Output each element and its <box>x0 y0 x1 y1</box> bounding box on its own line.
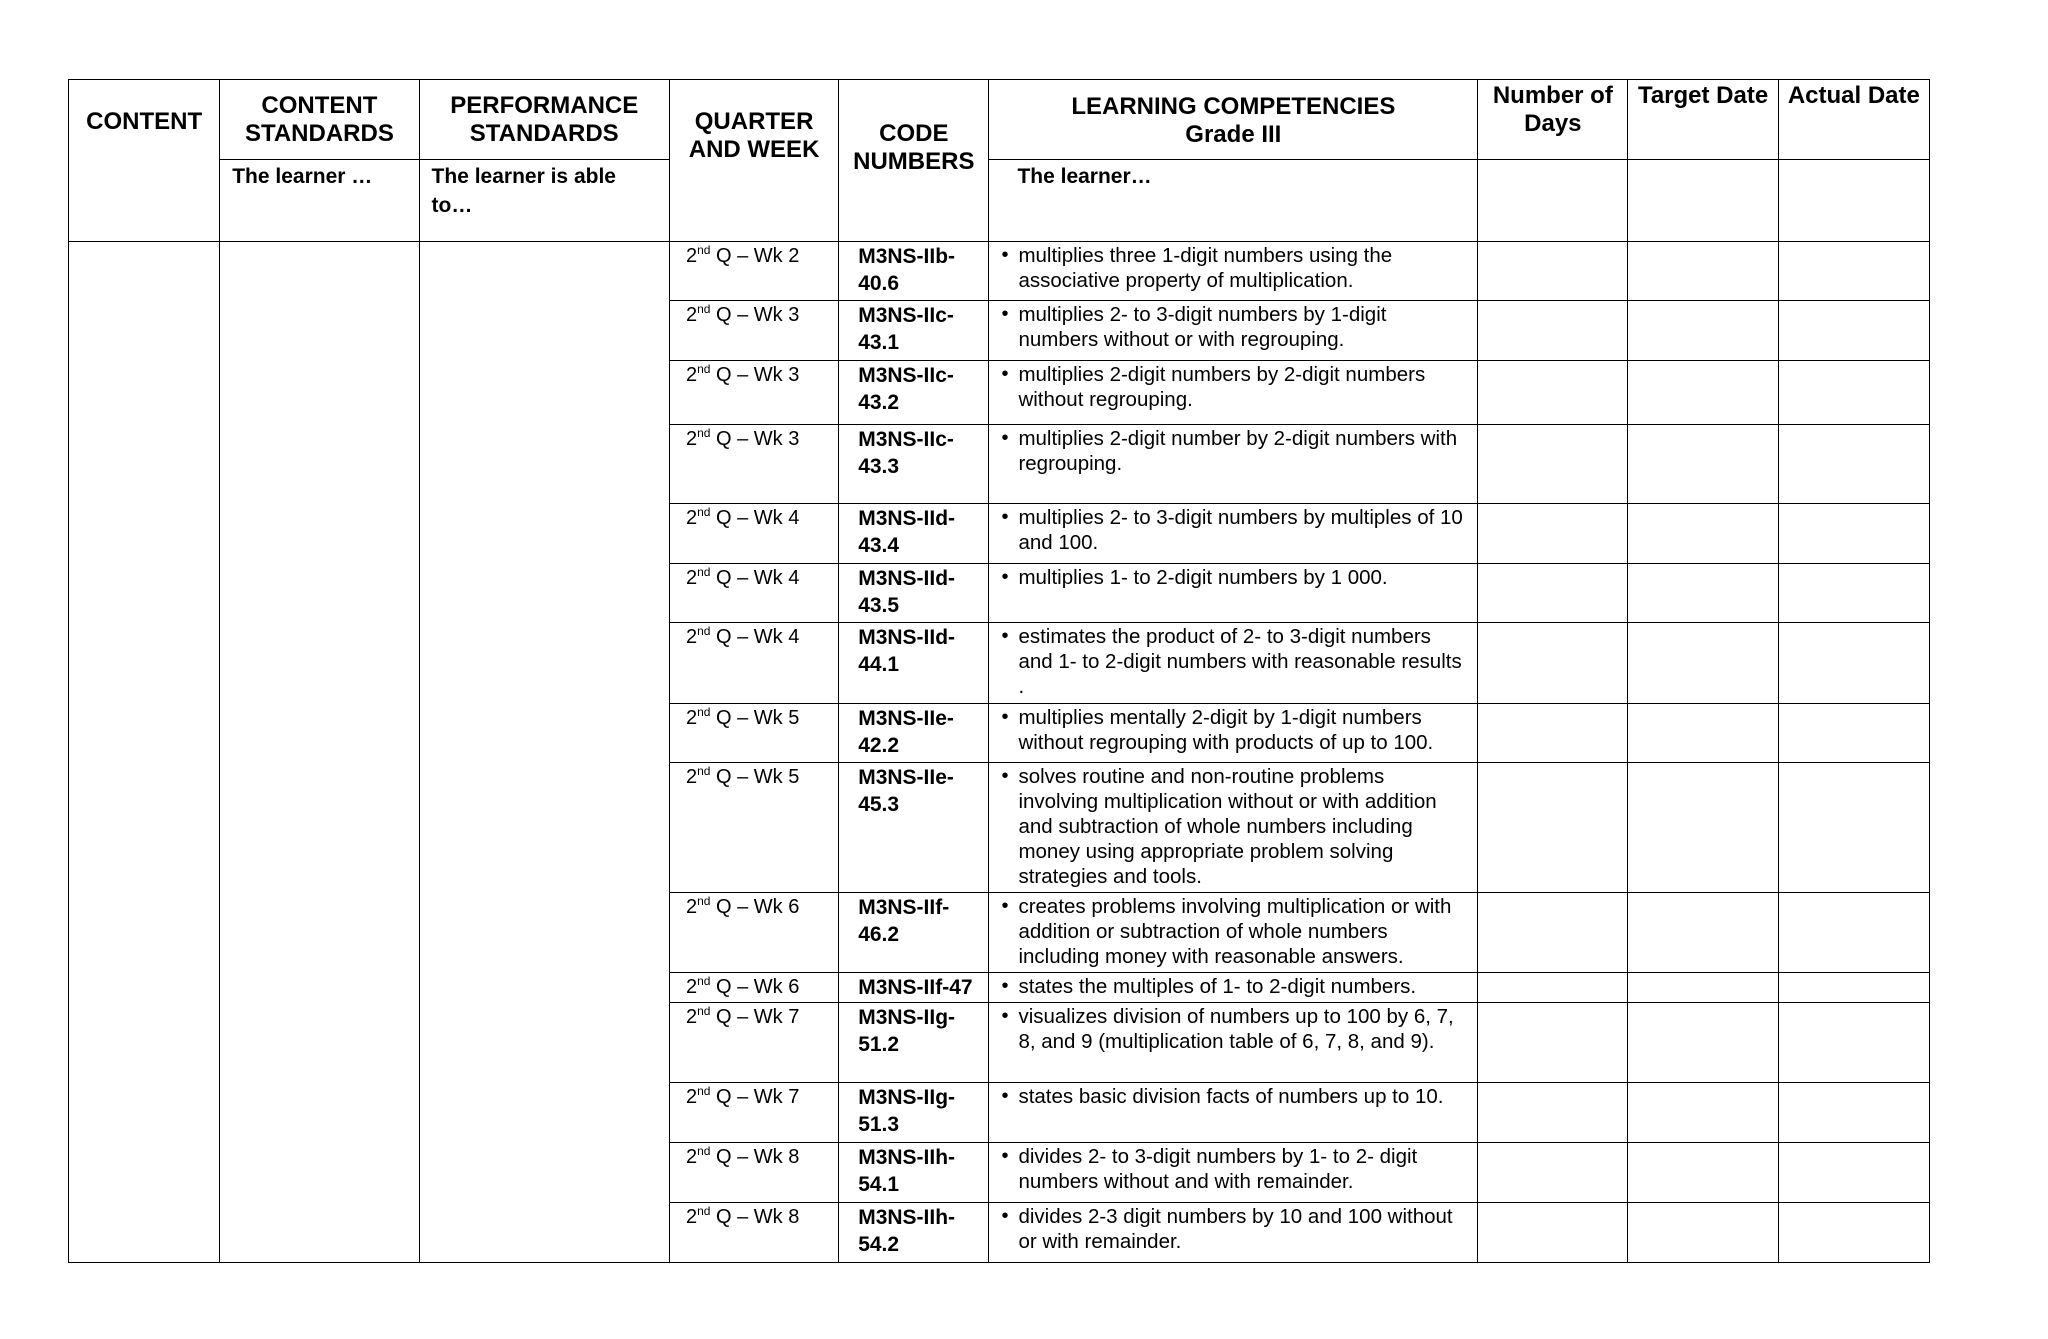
ordinal-suffix: nd <box>697 1004 711 1018</box>
code-number-cell: M3NS-IIc-43.1 <box>839 301 989 361</box>
competency-text: multiplies three 1-digit numbers using the associative property of multiplication. <box>1018 244 1393 292</box>
competency-cell <box>989 973 1478 1003</box>
competency-cell <box>989 564 1478 623</box>
header-row <box>69 80 1930 160</box>
actual-date-cell <box>1778 1203 1929 1263</box>
bullet-icon: • <box>1001 244 1009 266</box>
target-date-cell <box>1628 301 1778 361</box>
competency-cell <box>989 623 1478 704</box>
bullet-icon: • <box>1001 1085 1009 1107</box>
content-standards-cell <box>220 242 419 1263</box>
quarter-week-cell <box>669 1003 838 1083</box>
actual-date-cell <box>1778 893 1929 973</box>
ordinal-suffix: nd <box>697 426 711 440</box>
quarter-week-cell <box>669 704 838 763</box>
actual-date-cell <box>1778 242 1929 301</box>
target-date-cell <box>1628 763 1778 893</box>
header-content: CONTENT <box>69 80 220 242</box>
bullet-icon: • <box>1001 1005 1009 1027</box>
quarter-week-cell <box>669 301 838 361</box>
target-date-cell <box>1628 1003 1778 1083</box>
competency-text: states the multiples of 1- to 2-digit numbers. <box>1018 975 1417 998</box>
competency-text: multiplies 1- to 2-digit numbers by 1 000. <box>1018 566 1388 589</box>
ordinal-suffix: nd <box>697 1084 711 1098</box>
competency-text: estimates the product of 2- to 3-digit numbers and 1- to 2-digit numbers with reasonable results . <box>1018 625 1462 698</box>
number-of-days-cell <box>1478 1143 1628 1203</box>
competency-cell <box>989 1003 1478 1083</box>
competency-text: multiplies 2-digit number by 2-digit numbers with regrouping. <box>1018 427 1458 475</box>
code-number-cell: M3NS-IIf-47 <box>839 973 989 1003</box>
quarter-number: 2 <box>685 245 698 267</box>
target-date-cell <box>1628 425 1778 504</box>
number-of-days-cell <box>1478 623 1628 704</box>
ordinal-suffix: nd <box>697 362 711 376</box>
quarter-number: 2 <box>685 766 698 788</box>
quarter-number: 2 <box>685 976 698 998</box>
quarter-week-cell <box>669 623 838 704</box>
actual-date-cell <box>1778 763 1929 893</box>
quarter-number: 2 <box>685 567 698 589</box>
number-of-days-cell <box>1478 1203 1628 1263</box>
bullet-icon: • <box>1001 895 1009 917</box>
quarter-number: 2 <box>685 304 698 326</box>
code-number-cell: M3NS-IId-43.4 <box>839 504 989 564</box>
bullet-icon: • <box>1001 427 1009 449</box>
quarter-week-cell <box>669 973 838 1003</box>
ordinal-suffix: nd <box>697 565 711 579</box>
actual-date-cell <box>1778 564 1929 623</box>
quarter-week-cell <box>669 1143 838 1203</box>
ordinal-suffix: nd <box>697 974 711 988</box>
competency-text: multiplies 2- to 3-digit numbers by multiples of 10 and 100. <box>1018 506 1463 554</box>
competency-text: divides 2- to 3-digit numbers by 1- to 2- digit numbers without and with remainder. <box>1018 1145 1418 1193</box>
performance-standards-subheader: The learner is able to… <box>419 160 669 242</box>
competencies-subheader: The learner… <box>989 160 1478 242</box>
competency-text: states basic division facts of numbers up to 10. <box>1018 1085 1444 1108</box>
target-date-cell <box>1628 1083 1778 1143</box>
week-label: Q – Wk 6 <box>710 896 800 918</box>
grade-label: Grade III <box>1185 120 1282 148</box>
target-date-cell <box>1628 242 1778 301</box>
ordinal-suffix: nd <box>697 705 711 719</box>
header-learning-competencies <box>989 80 1478 160</box>
bullet-icon: • <box>1001 706 1009 728</box>
quarter-number: 2 <box>685 1086 698 1108</box>
actual-date-cell <box>1778 1083 1929 1143</box>
week-label: Q – Wk 7 <box>710 1006 800 1028</box>
competency-text: multiplies 2- to 3-digit numbers by 1-digit numbers without or with regrouping. <box>1018 303 1387 351</box>
quarter-week-cell <box>669 504 838 564</box>
code-number-cell: M3NS-IIc-43.3 <box>839 425 989 504</box>
week-label: Q – Wk 4 <box>710 507 800 529</box>
actual-date-cell <box>1778 361 1929 425</box>
competency-cell <box>989 504 1478 564</box>
target-date-cell <box>1628 1203 1778 1263</box>
quarter-week-cell <box>669 763 838 893</box>
competency-text: multiplies mentally 2-digit by 1-digit numbers without regrouping with products of up to 100. <box>1018 706 1434 754</box>
competency-text: creates problems involving multiplication or with addition or subtraction of whole numbers including money with reasonable answers. <box>1018 895 1452 968</box>
ordinal-suffix: nd <box>697 243 711 257</box>
quarter-number: 2 <box>685 1206 698 1228</box>
subheader-row <box>69 160 1930 242</box>
code-number-cell: M3NS-IId-43.5 <box>839 564 989 623</box>
ordinal-suffix: nd <box>697 894 711 908</box>
header-performance-standards: PERFORMANCE STANDARDS <box>419 80 669 160</box>
week-label: Q – Wk 5 <box>710 707 800 729</box>
number-of-days-cell <box>1478 564 1628 623</box>
week-label: Q – Wk 8 <box>710 1206 800 1228</box>
code-number-cell: M3NS-IIg-51.2 <box>839 1003 989 1083</box>
table-row <box>69 242 1930 301</box>
quarter-week-cell <box>669 242 838 301</box>
actual-date-cell <box>1778 1003 1929 1083</box>
code-number-cell: M3NS-IIg-51.3 <box>839 1083 989 1143</box>
code-number-cell: M3NS-IIh-54.1 <box>839 1143 989 1203</box>
competency-cell <box>989 425 1478 504</box>
competency-cell <box>989 1203 1478 1263</box>
ordinal-suffix: nd <box>697 624 711 638</box>
week-label: Q – Wk 3 <box>710 304 800 326</box>
header-content-standards: CONTENT STANDARDS <box>220 80 419 160</box>
competency-cell <box>989 1143 1478 1203</box>
actual-date-cell <box>1778 301 1929 361</box>
actual-date-cell <box>1778 623 1929 704</box>
week-label: Q – Wk 6 <box>710 976 800 998</box>
competency-cell <box>989 301 1478 361</box>
number-of-days-cell <box>1478 973 1628 1003</box>
quarter-number: 2 <box>685 1146 698 1168</box>
actual-date-cell <box>1778 1143 1929 1203</box>
number-of-days-cell <box>1478 763 1628 893</box>
code-number-cell: M3NS-IIe-45.3 <box>839 763 989 893</box>
target-date-cell <box>1628 973 1778 1003</box>
quarter-week-cell <box>669 1083 838 1143</box>
target-date-cell <box>1628 504 1778 564</box>
quarter-week-cell <box>669 1203 838 1263</box>
competency-cell <box>989 763 1478 893</box>
target-date-cell <box>1628 623 1778 704</box>
week-label: Q – Wk 2 <box>710 245 800 267</box>
quarter-week-cell <box>669 893 838 973</box>
code-number-cell: M3NS-IIf-46.2 <box>839 893 989 973</box>
code-number-cell: M3NS-IIe-42.2 <box>839 704 989 763</box>
week-label: Q – Wk 4 <box>710 567 800 589</box>
bullet-icon: • <box>1001 303 1009 325</box>
ordinal-suffix: nd <box>697 764 711 778</box>
target-date-cell <box>1628 564 1778 623</box>
quarter-number: 2 <box>685 707 698 729</box>
competency-text: divides 2-3 digit numbers by 10 and 100 without or with remainder. <box>1018 1205 1453 1253</box>
target-date-subheader-cell <box>1628 160 1778 242</box>
competency-cell <box>989 1083 1478 1143</box>
bullet-icon: • <box>1001 625 1009 647</box>
quarter-number: 2 <box>685 896 698 918</box>
actual-date-cell <box>1778 425 1929 504</box>
quarter-number: 2 <box>685 1006 698 1028</box>
target-date-cell <box>1628 893 1778 973</box>
number-of-days-cell <box>1478 504 1628 564</box>
week-label: Q – Wk 3 <box>710 428 800 450</box>
competency-cell <box>989 242 1478 301</box>
number-of-days-cell <box>1478 1083 1628 1143</box>
number-of-days-cell <box>1478 361 1628 425</box>
code-number-cell: M3NS-IIb-40.6 <box>839 242 989 301</box>
content-standards-subheader: The learner … <box>220 160 419 242</box>
number-of-days-cell <box>1478 425 1628 504</box>
ordinal-suffix: nd <box>697 1144 711 1158</box>
bullet-icon: • <box>1001 1145 1009 1167</box>
week-label: Q – Wk 3 <box>710 364 800 386</box>
ordinal-suffix: nd <box>697 505 711 519</box>
competency-cell <box>989 893 1478 973</box>
header-number-of-days: Number of Days <box>1478 80 1628 160</box>
week-label: Q – Wk 5 <box>710 766 800 788</box>
header-code-numbers: CODE NUMBERS <box>839 80 989 242</box>
number-of-days-cell <box>1478 704 1628 763</box>
table-body <box>69 242 1930 1263</box>
actual-date-cell <box>1778 704 1929 763</box>
number-of-days-cell <box>1478 893 1628 973</box>
competency-cell <box>989 361 1478 425</box>
competency-text: solves routine and non-routine problems involving multiplication without or with addition and subtraction of whole numbers including money using appropriate problem solving strategies and tools. <box>1018 765 1437 888</box>
week-label: Q – Wk 8 <box>710 1146 800 1168</box>
code-number-cell: M3NS-IIc-43.2 <box>839 361 989 425</box>
competency-cell <box>989 704 1478 763</box>
week-label: Q – Wk 4 <box>710 626 800 648</box>
actual-date-subheader-cell <box>1778 160 1929 242</box>
header-target-date: Target Date <box>1628 80 1778 160</box>
performance-standards-cell <box>419 242 669 1263</box>
bullet-icon: • <box>1001 363 1009 385</box>
actual-date-cell <box>1778 504 1929 564</box>
quarter-week-cell <box>669 425 838 504</box>
quarter-week-cell <box>669 361 838 425</box>
target-date-cell <box>1628 704 1778 763</box>
curriculum-guide-table <box>68 79 1930 1263</box>
target-date-cell <box>1628 1143 1778 1203</box>
target-date-cell <box>1628 361 1778 425</box>
code-number-cell: M3NS-IIh-54.2 <box>839 1203 989 1263</box>
bullet-icon: • <box>1001 506 1009 528</box>
number-of-days-cell <box>1478 1003 1628 1083</box>
competency-text: visualizes division of numbers up to 100 by 6, 7, 8, and 9 (multiplication table of 6, 7, 8, and 9). <box>1018 1005 1454 1053</box>
number-of-days-cell <box>1478 242 1628 301</box>
code-number-cell: M3NS-IId-44.1 <box>839 623 989 704</box>
quarter-week-cell <box>669 564 838 623</box>
content-cell <box>69 242 220 1263</box>
learning-competencies-title: LEARNING COMPETENCIES <box>1071 92 1396 120</box>
quarter-number: 2 <box>685 428 698 450</box>
number-of-days-cell <box>1478 301 1628 361</box>
ordinal-suffix: nd <box>697 1204 711 1218</box>
actual-date-cell <box>1778 973 1929 1003</box>
quarter-number: 2 <box>685 364 698 386</box>
bullet-icon: • <box>1001 765 1009 787</box>
days-subheader-cell <box>1478 160 1628 242</box>
bullet-icon: • <box>1001 566 1009 588</box>
header-quarter-and-week: QUARTER AND WEEK <box>669 80 838 242</box>
header-actual-date: Actual Date <box>1778 80 1929 160</box>
quarter-number: 2 <box>685 626 698 648</box>
bullet-icon: • <box>1001 1205 1009 1227</box>
week-label: Q – Wk 7 <box>710 1086 800 1108</box>
quarter-number: 2 <box>685 507 698 529</box>
competency-text: multiplies 2-digit numbers by 2-digit numbers without regrouping. <box>1018 363 1426 411</box>
ordinal-suffix: nd <box>697 302 711 316</box>
bullet-icon: • <box>1001 975 1009 997</box>
table-header <box>69 80 1930 242</box>
